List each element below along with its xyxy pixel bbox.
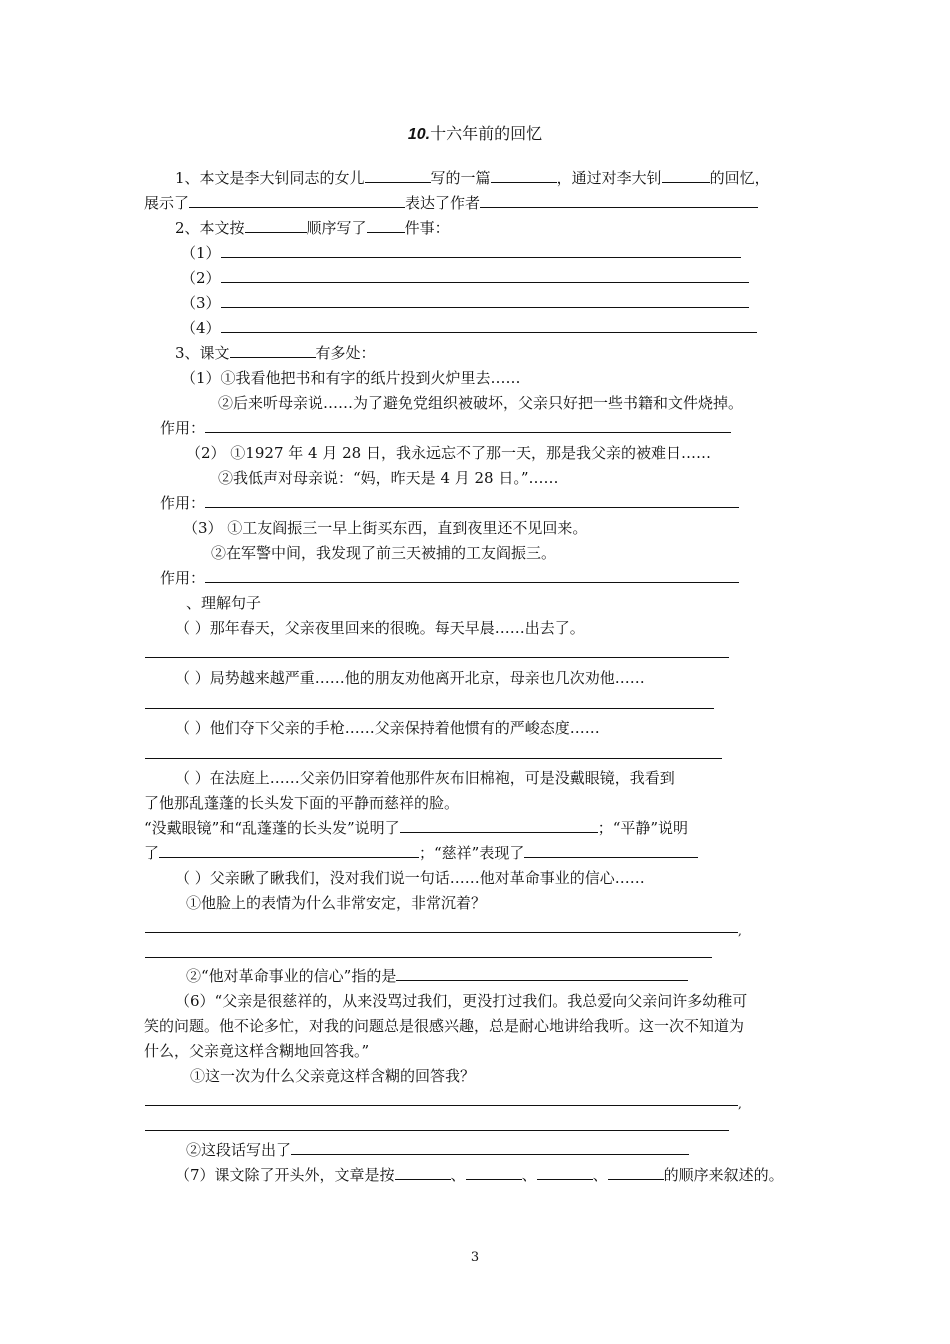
q2-blank-count[interactable] [367, 218, 405, 233]
q4-sentence-4e: 了 ；“慈祥”表现了 [144, 843, 698, 863]
q3-zuoyong-1: 作用： [160, 418, 731, 438]
q4-blank-4c[interactable] [400, 818, 598, 833]
q3-blank-zuoyong-2[interactable] [205, 493, 739, 508]
q4-sentence-5-q2: ②“他对革命事业的信心”指的是 [186, 966, 688, 986]
answer-line-7[interactable] [145, 1130, 729, 1131]
q1-blank-genre[interactable] [491, 168, 557, 183]
q3-zuoyong-2: 作用： [160, 493, 739, 513]
q2-item-4: （4） [181, 318, 757, 338]
q3-p2a: （2） ①1927 年 4 月 28 日，我永远忘不了那一天，那是我父亲的被难日…… [186, 444, 711, 462]
q3-p3b: ②在军警中间，我发现了前三天被捕的工友阎振三。 [211, 544, 557, 562]
q2-blank-order[interactable] [245, 218, 307, 233]
q2-item-2: （2） [181, 268, 749, 288]
stray-comma-1: , [738, 924, 742, 938]
q1-blank-author[interactable] [365, 168, 431, 183]
q4-blank-p7-2[interactable] [466, 1165, 522, 1180]
q2-blank-1[interactable] [221, 243, 741, 258]
q4-p6a: （6）“父亲是很慈祥的，从来没骂过我们，更没打过我们。我总爱向父亲问许多幼稚可 [175, 992, 748, 1010]
q3-line: 3、课文 有多处： [175, 344, 376, 362]
answer-line-6[interactable] [145, 1105, 738, 1106]
q3-zuoyong-3: 作用： [160, 568, 739, 588]
q4-blank-p7-3[interactable] [537, 1165, 593, 1180]
q3-p2b: ②我低声对母亲说：“妈，昨天是 4 月 28 日。”…… [218, 469, 559, 487]
q4-sentence-5: （ ）父亲瞅了瞅我们，没对我们说一句话……他对革命事业的信心…… [175, 869, 645, 887]
q4-heading: 、理解句子 [186, 594, 262, 612]
page-number: 3 [470, 1250, 480, 1265]
q2-item-1: （1） [181, 243, 741, 263]
page-title [0, 121, 950, 144]
q4-blank-p7-4[interactable] [608, 1165, 664, 1180]
q4-blank-4f[interactable] [524, 843, 698, 858]
q4-sentence-3: （ ）他们夺下父亲的手枪……父亲保持着他惯有的严峻态度…… [175, 719, 600, 737]
q1-blank-shows[interactable] [189, 193, 405, 208]
q4-sentence-4a: （ ）在法庭上……父亲仍旧穿着他那件灰布旧棉袍，可是没戴眼镜，我看到 [175, 769, 675, 787]
q4-p6b: 笑的问题。他不论多忙，对我的问题总是很感兴趣，总是耐心地讲给我听。这一次不知道为 [144, 1017, 745, 1035]
q4-sentence-1: （ ）那年春天，父亲夜里回来的很晚。每天早晨……出去了。 [175, 619, 585, 637]
q3-blank[interactable] [230, 343, 316, 358]
answer-line-2[interactable] [145, 708, 714, 709]
q4-sentence-2: （ ）局势越来越严重……他的朋友劝他离开北京，母亲也几次劝他…… [175, 669, 645, 687]
q3-blank-zuoyong-3[interactable] [205, 568, 739, 583]
answer-line-1[interactable] [145, 657, 729, 658]
title-text: 十六年前的回忆 [430, 124, 543, 143]
q4-p6c: 什么，父亲竟这样含糊地回答我。” [144, 1042, 370, 1060]
q1-blank-subject[interactable] [662, 168, 710, 183]
answer-line-3[interactable] [145, 758, 722, 759]
q3-p3a: （3） ①工友阎振三一早上街买东西，直到夜里还不见回来。 [183, 519, 588, 537]
q4-p6-q2: ②这段话写出了 [186, 1140, 689, 1160]
q1-line2: 展示了 表达了作者 [144, 193, 758, 213]
q4-sentence-5-q1: ①他脸上的表情为什么非常安定，非常沉着？ [186, 894, 487, 912]
q1-line1: 1、本文是李大钊同志的女儿 写的一篇 ，通过对李大钊 的回忆， [175, 169, 770, 187]
q3-p1a: （1）①我看他把书和有字的纸片投到火炉里去…… [181, 369, 521, 387]
q4-blank-5q2[interactable] [396, 966, 688, 981]
q3-p1b: ②后来听母亲说……为了避免党组织被破坏，父亲只好把一些书籍和文件烧掉。 [218, 394, 744, 412]
q2-line: 2、本文按 顺序写了 件事： [175, 219, 450, 237]
q4-blank-4e[interactable] [159, 843, 419, 858]
q1-blank-expresses[interactable] [480, 193, 758, 208]
q3-blank-zuoyong-1[interactable] [205, 418, 731, 433]
q4-blank-p6q2[interactable] [291, 1140, 689, 1155]
answer-line-4[interactable] [145, 932, 738, 933]
q2-blank-2[interactable] [221, 268, 749, 283]
q4-p6-q1: ①这一次为什么父亲竟这样含糊的回答我？ [190, 1067, 476, 1085]
q2-item-3: （3） [181, 293, 749, 313]
stray-comma-2: , [738, 1097, 742, 1111]
q4-sentence-4b: 了他那乱蓬蓬的长头发下面的平静而慈祥的脸。 [144, 794, 460, 812]
q4-blank-p7-1[interactable] [395, 1165, 451, 1180]
title-number: 10. [407, 126, 431, 143]
q2-blank-4[interactable] [221, 318, 757, 333]
q4-p7: （7）课文除了开头外，文章是按 、 、 、 的顺序来叙述的。 [175, 1166, 784, 1184]
q2-blank-3[interactable] [221, 293, 749, 308]
answer-line-5[interactable] [145, 957, 712, 958]
q4-sentence-4c: “没戴眼镜”和“乱蓬蓬的长头发”说明了 ；“平静”说明 [144, 819, 689, 837]
